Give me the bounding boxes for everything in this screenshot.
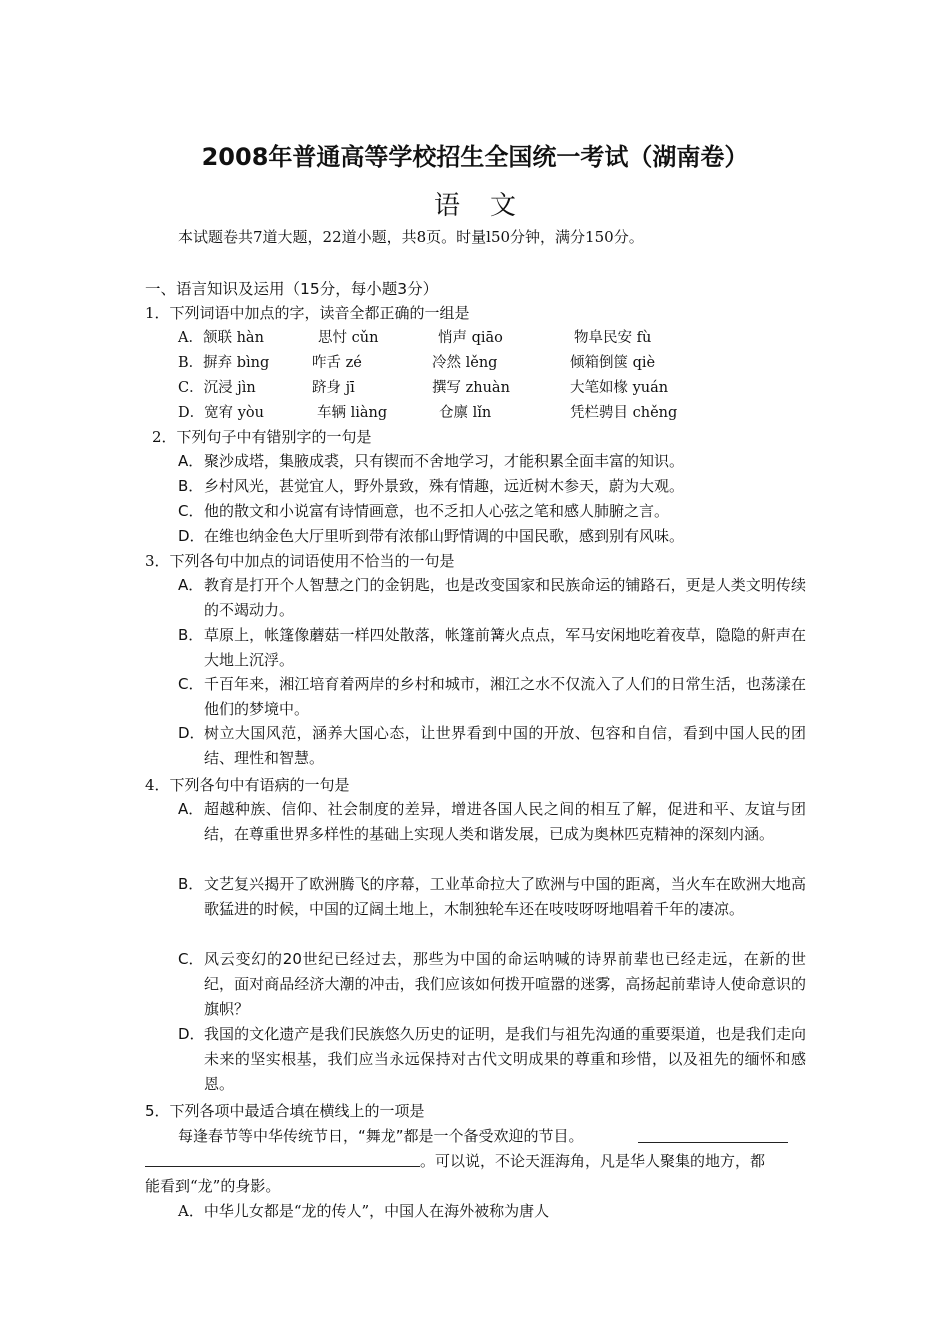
option-text: 树立大国风范，涵养大国心态，让世界看到中国的开放、包容和自信，看到中国人民的团结、理性和智慧。 — [204, 724, 806, 767]
option-label: A． — [178, 800, 204, 818]
option-item: 仓廪 lǐn — [439, 405, 492, 421]
option-text: 乡村风光，甚觉宜人，野外景致，殊有情趣，远近树木参天，蔚为大观。 — [204, 477, 685, 495]
option-text: 草原上，帐篷像蘑菇一样四处散落，帐篷前篝火点点，军马安闲地吃着夜草，隐隐的鼾声在大地上沉浮。 — [204, 626, 806, 669]
subject-heading: 语文 — [433, 191, 546, 221]
question-stem: 5．下列各项中最适合填在横线上的一项是 — [145, 1102, 425, 1120]
option-item: 咋舌 zé — [312, 355, 362, 371]
option-label: A． — [178, 576, 204, 594]
option-item: B．摒弃 bìng — [178, 355, 270, 371]
option-paragraph — [178, 947, 806, 1022]
question-stem: 1．下列词语中加点的字，读音全都正确的一组是 — [145, 304, 470, 322]
option-item: D．宽宥 yòu — [178, 405, 264, 421]
fill-blank — [638, 1142, 788, 1143]
option-text: 文艺复兴揭开了欧洲腾飞的序幕，工业革命拉大了欧洲与中国的距离，当火车在欧洲大地高歌猛进的时候，中国的辽阔土地上，木制独轮车还在吱吱呀呀地唱着千年的凄凉。 — [204, 875, 806, 918]
option-paragraph — [178, 623, 806, 673]
question-stem: 2．下列句子中有错别字的一句是 — [152, 428, 372, 446]
option-item: 冷然 lěng — [432, 355, 498, 371]
option-label: D． — [178, 527, 205, 545]
option-item: 跻身 jī — [312, 380, 355, 396]
option-paragraph — [178, 672, 806, 722]
question-stem: 4．下列各句中有语病的一句是 — [145, 776, 350, 794]
option-item: 物阜民安 fù — [574, 330, 652, 346]
option-paragraph — [178, 499, 806, 524]
option-item: 车辆 liàng — [317, 405, 388, 421]
option-item: A．颔联 hàn — [178, 330, 264, 346]
option-text: 我国的文化遗产是我们民族悠久历史的证明，是我们与祖先沟通的重要渠道，也是我们走向未来的坚实根基，我们应当永远保持对古代文明成果的尊重和珍惜，以及祖先的缅怀和感恩。 — [204, 1025, 806, 1093]
option-text: 在维也纳金色大厅里听到带有浓郁山野情调的中国民歌，感到别有风味。 — [204, 527, 685, 545]
option-paragraph — [178, 872, 806, 922]
option-paragraph — [178, 524, 806, 549]
option-item: 思忖 cǔn — [318, 330, 379, 346]
question-body-line: 。可以说，不论天涯海角，凡是华人聚集的地方，都 — [420, 1152, 766, 1170]
option-text: 千百年来，湘江培育着两岸的乡村和城市，湘江之水不仅流入了人们的日常生活，也荡漾在他们的梦境中。 — [204, 675, 806, 718]
option-paragraph — [178, 797, 806, 847]
option-text: 风云变幻的20世纪已经过去，那些为中国的命运呐喊的诗界前辈也已经走远，在新的世纪，面对商品经济大潮的冲击，我们应该如何拨开喧嚣的迷雾，高扬起前辈诗人使命意识的旗帜？ — [204, 950, 806, 1018]
option-paragraph — [178, 474, 806, 499]
option-text: 超越种族、信仰、社会制度的差异，增进各国人民之间的相互了解，促进和平、友谊与团结，在尊重世界多样性的基础上实现人类和谐发展，已成为奥林匹克精神的深刻内涵。 — [204, 800, 806, 843]
option-text: 他的散文和小说富有诗情画意，也不乏扣人心弦之笔和感人肺腑之言。 — [204, 502, 670, 520]
question-body-line: 每逢春节等中华传统节日，“舞龙”都是一个备受欢迎的节目。 — [178, 1127, 584, 1145]
option-text: 聚沙成塔，集腋成裘，只有锲而不舍地学习，才能积累全面丰富的知识。 — [204, 452, 685, 470]
option-item: 撰写 zhuàn — [432, 380, 510, 396]
option-item: 凭栏骋目 chěng — [570, 405, 678, 421]
option-paragraph — [178, 449, 806, 474]
option-label: B． — [178, 875, 204, 893]
option-paragraph — [178, 721, 806, 771]
option-label: A． — [178, 452, 204, 470]
option-text: 教育是打开个人智慧之门的金钥匙，也是改变国家和民族命运的铺路石，更是人类文明传续的不竭动力。 — [204, 576, 806, 619]
option-text: A．中华儿女都是“龙的传人”，中国人在海外被称为唐人 — [178, 1202, 550, 1220]
option-item: 悄声 qiāo — [438, 330, 503, 346]
option-item: 倾箱倒箧 qiè — [570, 355, 656, 371]
option-paragraph — [178, 1022, 806, 1097]
option-paragraph — [178, 573, 806, 623]
option-label: D． — [178, 1025, 205, 1043]
exam-intro: 本试题卷共7道大题，22道小题，共8页。时量l50分钟，满分150分。 — [178, 228, 644, 246]
option-label: B． — [178, 626, 204, 644]
option-label: D． — [178, 724, 205, 742]
option-label: C． — [178, 675, 204, 693]
fill-blank — [145, 1166, 420, 1167]
option-item: 大笔如椽 yuán — [570, 380, 669, 396]
question-stem: 3．下列各句中加点的词语使用不恰当的一句是 — [145, 552, 455, 570]
option-label: C． — [178, 950, 204, 968]
option-item: C．沉浸 jìn — [178, 380, 256, 396]
question-body-line: 能看到“龙”的身影。 — [145, 1177, 281, 1195]
option-label: C． — [178, 502, 204, 520]
section-heading: 一、语言知识及运用（15分，每小题3分） — [145, 280, 439, 298]
option-label: B． — [178, 477, 204, 495]
exam-title: 2008年普通高等学校招生全国统一考试（湖南卷） — [201, 143, 749, 171]
